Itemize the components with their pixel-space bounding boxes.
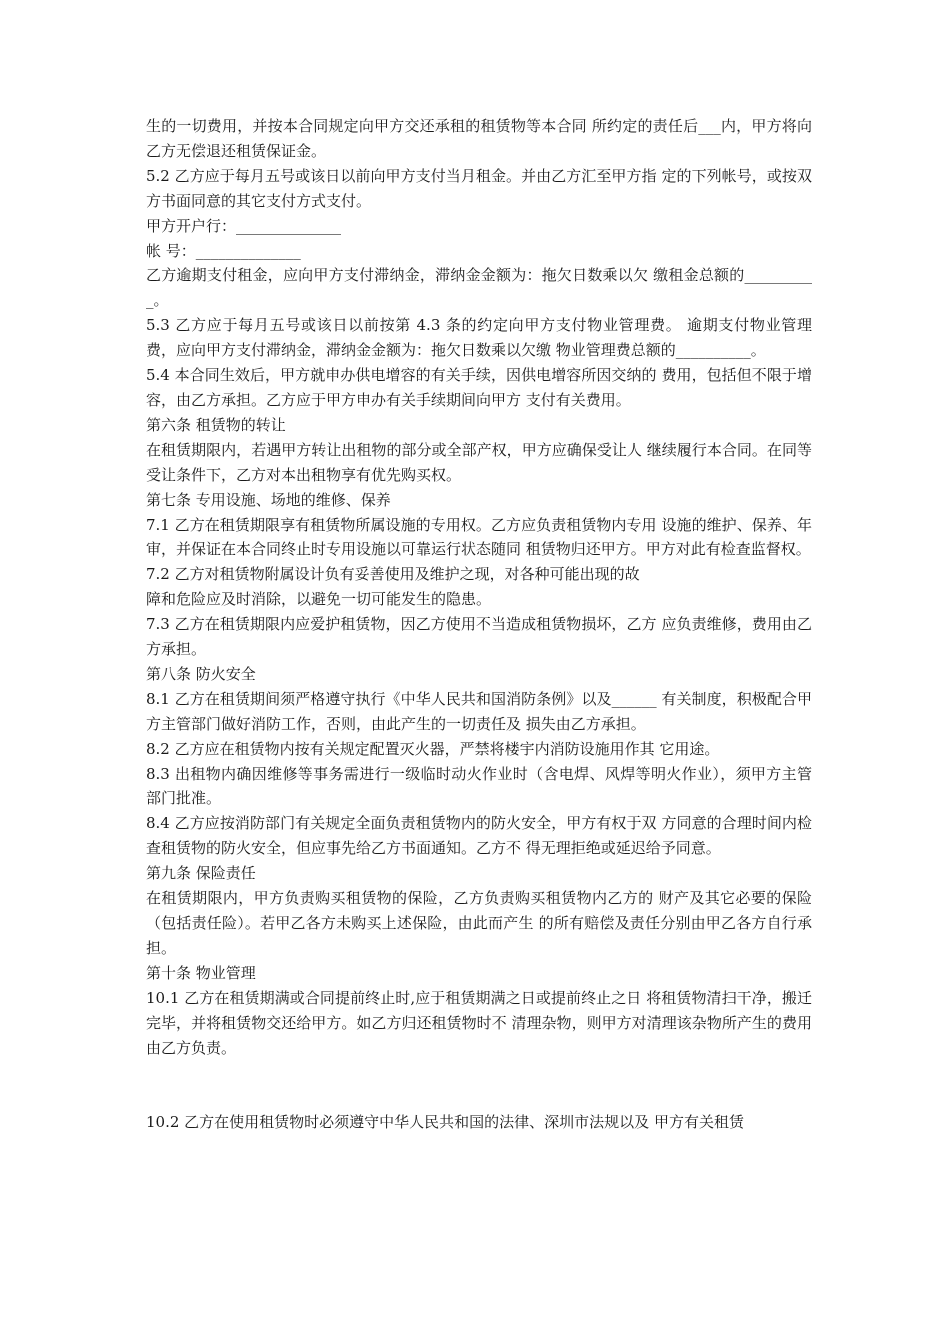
- paragraph: 5.4 本合同生效后，甲方就申办供电增容的有关手续，因供电增容所因交纳的 费用，包括但不限于增容，由乙方承担。乙方应于甲方申办有关手续期间向甲方 支付有关费用。: [146, 366, 812, 409]
- spacer: [146, 1060, 812, 1110]
- paragraph: 5.3 乙方应于每月五号或该日以前按第 4.3 条的约定向甲方支付物业管理费。 逾期支付物业管理费，应向甲方支付滞纳金，滞纳金金额为：拖欠日数乘以欠缴 物业管理费总额的__________。: [146, 316, 812, 360]
- paragraph: 7.2 乙方对租赁物附属设计负有妥善使用及维护之现，对各种可能出现的故: [146, 565, 640, 584]
- section-heading: 第八条 防火安全: [146, 664, 256, 683]
- paragraph: 在租赁期限内，若遇甲方转让出租物的部分或全部产权，甲方应确保受让人 继续履行本合同。在同等受让条件下，乙方对本出租物享有优先购买权。: [146, 440, 812, 484]
- paragraph: 8.4 乙方应按消防部门有关规定全面负责租赁物内的防火安全，甲方有权于双 方同意的合理时间内检查租赁物的防火安全，但应事先给乙方书面通知。乙方不 得无理拒绝或延迟给予同意。: [146, 814, 812, 858]
- paragraph: 障和危险应及时消除，以避免一切可能发生的隐患。: [146, 590, 492, 609]
- section-heading: 第六条 租赁物的转让: [146, 415, 286, 434]
- paragraph: 7.1 乙方在租赁期限享有租赁物所属设施的专用权。乙方应负责租赁物内专用 设施的维护、保养、年审，并保证在本合同终止时专用设施以可靠运行状态随同 租赁物归还甲方。甲方对此有检查监督权。: [146, 515, 812, 559]
- paragraph: 生的一切费用，并按本合同规定向甲方交还承租的租赁物等本合同 所约定的责任后___内，甲方将向乙方无偿退还租赁保证金。: [146, 117, 812, 160]
- paragraph: 10.1 乙方在租赁期满或合同提前终止时,应于租赁期满之日或提前终止之日 将租赁物清扫干净，搬迁完毕，并将租赁物交还给甲方。如乙方归还租赁物时不 清理杂物，则甲方对清理该杂物所产生的费用由乙方负责。: [146, 988, 812, 1057]
- paragraph: 8.2 乙方应在租赁物内按有关规定配置灭火器，严禁将楼宇内消防设施用作其 它用途。: [146, 739, 720, 758]
- section-heading: 第七条 专用设施、场地的维修、保养: [146, 490, 391, 509]
- section-heading: 第十条 物业管理: [146, 963, 256, 982]
- paragraph: 在租赁期限内，甲方负责购买租赁物的保险，乙方负责购买租赁物内乙方的 财产及其它必要的保险（包括责任险）。若甲乙各方未购买上述保险，由此而产生 的所有赔偿及责任分别由甲乙各方自行承担。: [146, 889, 812, 957]
- paragraph: 8.1 乙方在租赁期间须严格遵守执行《中华人民共和国消防条例》以及______ 有关制度，积极配合甲方主管部门做好消防工作，否则，由此产生的一切责任及 损失由乙方承担。: [146, 689, 812, 733]
- paragraph: 5.2 乙方应于每月五号或该日以前向甲方支付当月租金。并由乙方汇至甲方指 定的下列帐号，或按双方书面同意的其它支付方式支付。: [146, 166, 812, 210]
- paragraph: 乙方逾期支付租金，应向甲方支付滞纳金，滞纳金金额为：拖欠日数乘以欠 缴租金总额的__________。: [146, 266, 812, 310]
- document-page: [146, 114, 812, 1135]
- paragraph: 7.3 乙方在租赁期限内应爱护租赁物，因乙方使用不当造成租赁物损坏，乙方 应负责维修，费用由乙方承担。: [146, 615, 812, 659]
- paragraph: 10.2 乙方在使用租赁物时必须遵守中华人民共和国的法律、深圳市法规以及 甲方有关租赁: [146, 1113, 744, 1132]
- paragraph: 甲方开户行：______________: [146, 216, 342, 235]
- paragraph: 8.3 出租物内确因维修等事务需进行一级临时动火作业时（含电焊、风焊等明火作业），须甲方主管部门批准。: [146, 764, 812, 808]
- section-heading: 第九条 保险责任: [146, 864, 256, 883]
- paragraph: 帐 号：______________: [146, 241, 301, 260]
